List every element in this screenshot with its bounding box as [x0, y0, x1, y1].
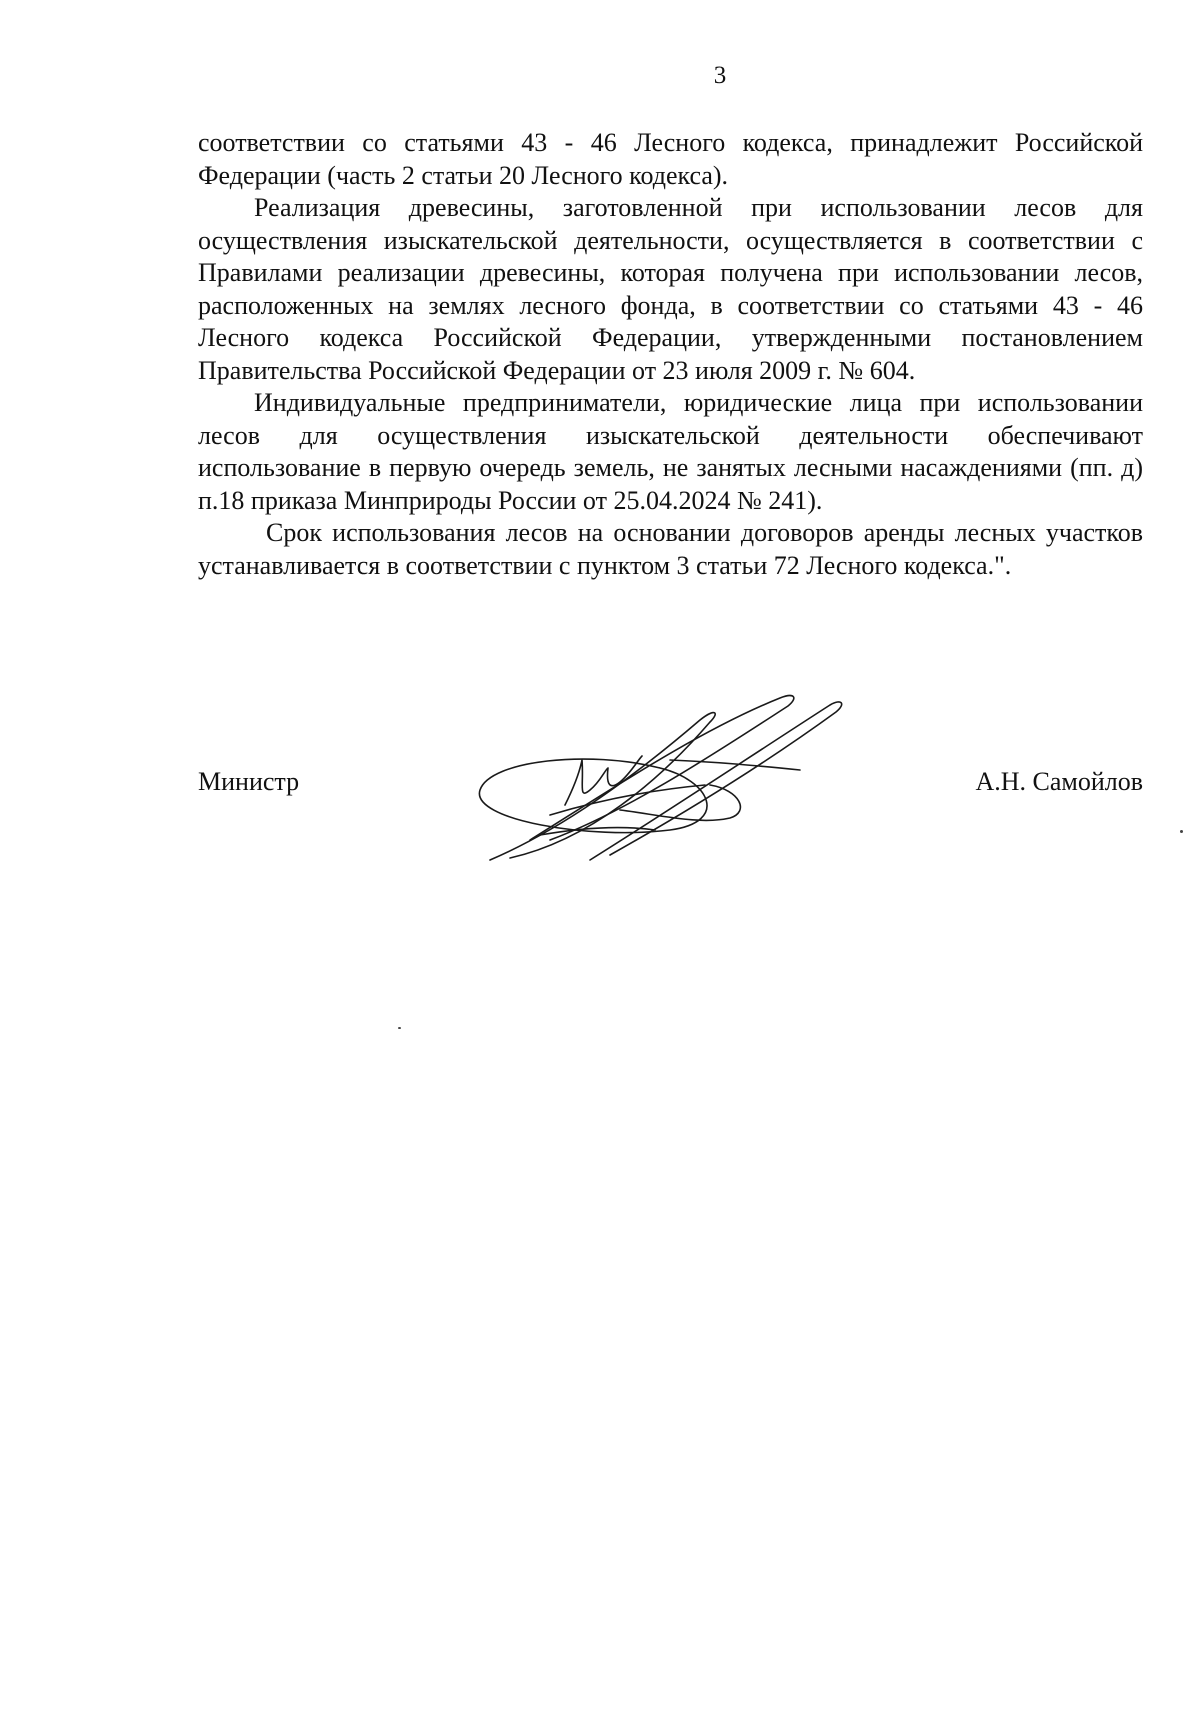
- paragraph-continuation: соответствии со статьями 43 - 46 Лесного кодекса, принадлежит Российской Федерации (часть 2 статьи 20 Лесного кодекса).: [198, 128, 1143, 190]
- scan-speck: [398, 1027, 401, 1029]
- document-body: [198, 127, 1143, 582]
- handwritten-signature: [470, 690, 890, 880]
- signatory-title: Министр: [198, 767, 300, 796]
- page-number: 3: [713, 62, 727, 89]
- paragraph-land-use: Индивидуальные предприниматели, юридические лица при использовании лесов для осуществления изыскательской деятельности обеспечивают использование в первую очередь земель, не занятых лесными насаждениями (пп. д) п.18 приказа Минприроды России от 25.04.2024 № 241).: [198, 388, 1143, 515]
- paragraph-lease-term: Срок использования лесов на основании договоров аренды лесных участков устанавливается в соответствии с пунктом 3 статьи 72 Лесного кодекса.".: [198, 518, 1143, 580]
- paragraph-timber-sale: Реализация древесины, заготовленной при использовании лесов для осуществления изыскательской деятельности, осуществляется в соответствии с Правилами реализации древесины, которая получена при использовании лесов, расположенных на землях лесного фонда, в соответствии со статьями 43 - 46 Лесного кодекса Российской Федерации, утвержденными постановлением Правительства Российской Федерации от 23 июля 2009 г. № 604.: [198, 193, 1143, 385]
- scan-speck: [1180, 830, 1183, 833]
- signatory-name: А.Н. Самойлов: [975, 767, 1143, 796]
